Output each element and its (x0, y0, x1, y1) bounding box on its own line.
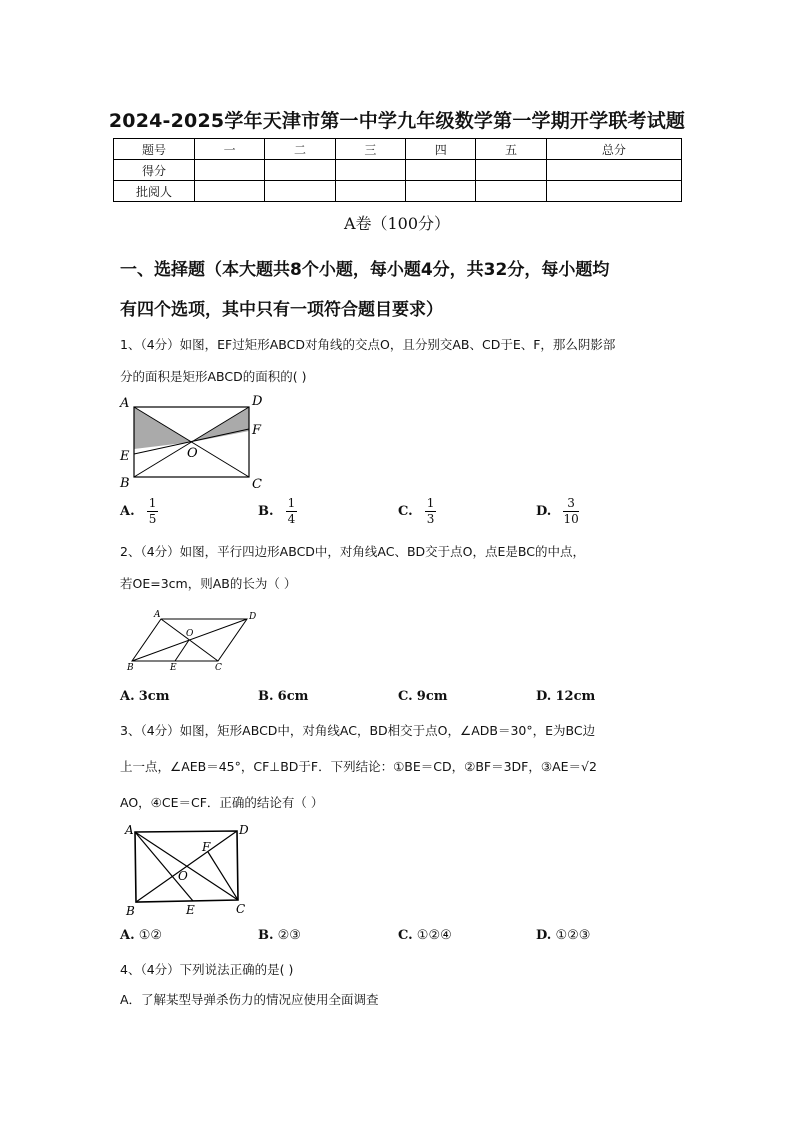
score-cell (335, 160, 405, 181)
label-o: O (187, 446, 198, 461)
q2-stem-line1: 2、（4分）如图，平行四边形ABCD中，对角线AC、BD交于点O，点E是BC的中点， (120, 544, 585, 559)
denominator: 5 (148, 512, 157, 526)
score-cell (265, 160, 335, 181)
label-b: B (127, 663, 134, 673)
option-text: 9cm (416, 689, 448, 704)
option-letter: C. (398, 689, 413, 704)
fraction (563, 496, 578, 527)
q3-stem-line2: 上一点，∠AEB＝45°，CF⊥BD于F．下列结论：①BE＝CD，②BF＝3DF，③AE＝√2 (120, 759, 597, 774)
q3-figure (120, 820, 260, 920)
q3-option-a[interactable] (120, 928, 162, 943)
score-cell (546, 181, 681, 202)
denominator: 3 (426, 512, 435, 526)
header-cell: 四 (406, 139, 476, 160)
label-e: E (120, 449, 130, 464)
score-table-row (114, 160, 682, 181)
score-cell (546, 160, 681, 181)
label-a: A (120, 396, 130, 411)
row-label: 得分 (114, 160, 195, 181)
numerator: 1 (426, 496, 435, 510)
option-letter: A. (120, 504, 135, 519)
q3-option-c[interactable] (398, 928, 452, 943)
option-text: ①②③ (555, 928, 591, 943)
option-letter: B. (258, 689, 274, 704)
header-cell: 五 (476, 139, 546, 160)
header-cell: 一 (195, 139, 265, 160)
label-b: B (126, 904, 135, 918)
q3-stem-line3: AO，④CE＝CF．正确的结论有（ ） (120, 795, 324, 810)
header-cell: 三 (335, 139, 405, 160)
label-c: C (252, 477, 262, 492)
q1-option-b[interactable] (258, 496, 297, 527)
label-a: A (125, 823, 134, 837)
diagonal-bd (136, 831, 237, 902)
label-d: D (249, 612, 257, 622)
label-a: A (154, 610, 161, 620)
score-cell (476, 160, 546, 181)
label-d: D (239, 823, 249, 837)
part1-heading-line2: 有四个选项，其中只有一项符合题目要求） (120, 300, 443, 320)
q2-figure (122, 608, 267, 674)
q1-stem-line1: 1、（4分）如图，EF过矩形ABCD对角线的交点O，且分别交AB、CD于E、F，那么阴影部 (120, 337, 616, 352)
fraction (425, 496, 437, 527)
q2-option-c[interactable] (398, 689, 448, 704)
numerator: 1 (148, 496, 157, 510)
score-table-row (114, 181, 682, 202)
q2-stem-line2: 若OE=3cm，则AB的长为（ ） (120, 576, 297, 591)
score-table-header-row (114, 139, 682, 160)
score-cell (335, 181, 405, 202)
diagonal-bd (132, 619, 247, 661)
label-e: E (170, 663, 177, 673)
option-letter: D. (536, 928, 552, 943)
q3-option-b[interactable] (258, 928, 301, 943)
q1-option-a[interactable] (120, 496, 158, 527)
q1-figure (115, 392, 275, 492)
segment-ae (135, 832, 193, 901)
header-cell: 题号 (114, 139, 195, 160)
option-letter: B. (258, 504, 274, 519)
option-letter: C. (398, 928, 413, 943)
fraction (147, 496, 159, 527)
part1-heading-line1: 一、选择题（本大题共8个小题，每小题4分，共32分，每小题均 (120, 260, 610, 280)
q1-stem-line2: 分的面积是矩形ABCD的面积的( ) (120, 369, 307, 384)
q2-option-d[interactable] (536, 689, 595, 704)
q2-option-b[interactable] (258, 689, 308, 704)
label-f: F (252, 423, 262, 438)
option-text: ②③ (277, 928, 301, 943)
header-cell: 总分 (546, 139, 681, 160)
label-c: C (215, 663, 222, 673)
score-cell (406, 160, 476, 181)
label-c: C (236, 902, 246, 916)
option-text: ①② (138, 928, 163, 943)
option-text: 12cm (555, 689, 596, 704)
q2-option-a[interactable] (120, 689, 169, 704)
label-f: F (202, 840, 211, 854)
label-d: D (252, 394, 263, 409)
score-cell (406, 181, 476, 202)
denominator: 4 (287, 512, 296, 526)
label-b: B (120, 476, 130, 491)
label-o: O (186, 629, 194, 639)
score-cell (476, 181, 546, 202)
option-letter: D. (536, 504, 552, 519)
numerator: 3 (563, 496, 578, 512)
option-letter: A. (120, 689, 135, 704)
segment-cf (208, 852, 238, 900)
header-cell: 二 (265, 139, 335, 160)
option-letter: B. (258, 928, 274, 943)
option-text: 3cm (138, 689, 170, 704)
option-text: ①②④ (416, 928, 452, 943)
score-table (113, 138, 682, 202)
label-o: O (178, 869, 188, 883)
option-text: 6cm (277, 689, 309, 704)
q4-stem: 4、（4分）下列说法正确的是( ) (120, 962, 294, 977)
option-letter: D. (536, 689, 552, 704)
row-label: 批阅人 (114, 181, 195, 202)
q3-stem-line1: 3、（4分）如图，矩形ABCD中，对角线AC，BD相交于点O，∠ADB＝30°，E为BC边 (120, 723, 596, 738)
option-letter: A. (120, 928, 135, 943)
option-letter: C. (398, 504, 413, 519)
label-e: E (186, 903, 195, 917)
score-cell (195, 181, 265, 202)
section-a-title: A卷（100分） (343, 214, 451, 233)
q1-option-d[interactable] (536, 496, 579, 527)
q3-option-d[interactable] (536, 928, 590, 943)
q1-option-c[interactable] (398, 496, 436, 527)
shaded-triangle-left (134, 407, 192, 449)
q4-option-a[interactable]: A．了解某型导弹杀伤力的情况应使用全面调查 (120, 992, 379, 1007)
numerator: 1 (287, 496, 296, 510)
exam-title: 2024-2025学年天津市第一中学九年级数学第一学期开学联考试题 (108, 110, 686, 132)
score-cell (265, 181, 335, 202)
score-cell (195, 160, 265, 181)
denominator: 10 (563, 512, 579, 526)
fraction (286, 496, 298, 527)
